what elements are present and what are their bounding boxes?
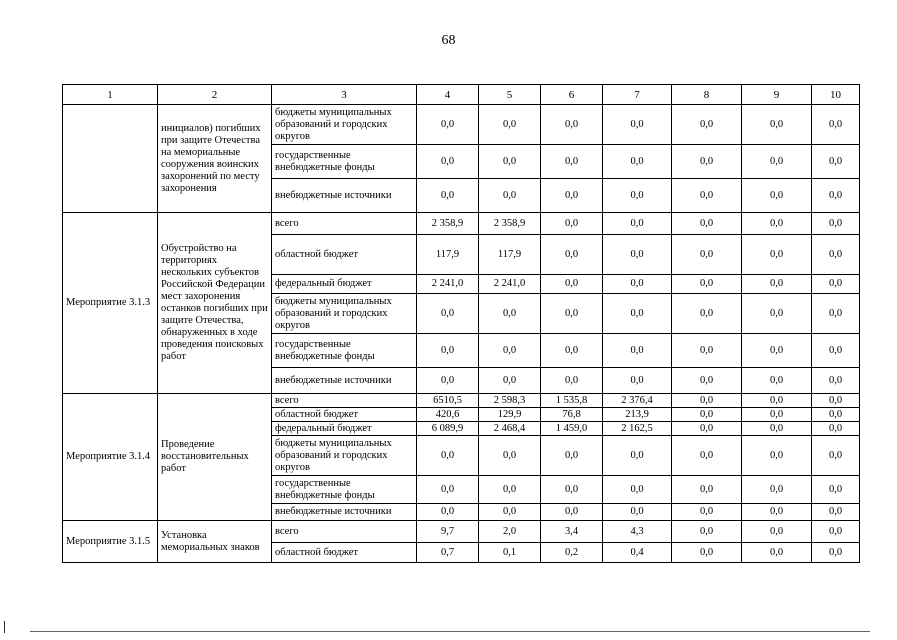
value-cell: 0,0 xyxy=(417,105,479,145)
funding-source: государственные внебюджетные фонды xyxy=(272,476,417,504)
value-cell: 0,0 xyxy=(603,476,672,504)
value-cell: 2 241,0 xyxy=(417,275,479,294)
value-cell: 0,0 xyxy=(672,213,742,235)
value-cell: 0,0 xyxy=(417,368,479,394)
table-row xyxy=(63,105,860,145)
value-cell: 0,0 xyxy=(812,408,860,422)
activity-cell: Мероприятие 3.1.3 xyxy=(63,213,158,394)
funding-source: внебюджетные источники xyxy=(272,368,417,394)
value-cell: 0,0 xyxy=(603,235,672,275)
activity-description: инициалов) погибших при защите Отечества на мемориальные сооружения воинских захоронений по месту захоронения xyxy=(158,105,272,213)
value-cell: 0,0 xyxy=(417,334,479,368)
funding-source: областной бюджет xyxy=(272,235,417,275)
value-cell: 0,0 xyxy=(742,422,812,436)
column-header: 6 xyxy=(541,85,603,105)
value-cell: 0,0 xyxy=(479,334,541,368)
value-cell: 2 358,9 xyxy=(417,213,479,235)
column-header: 9 xyxy=(742,85,812,105)
value-cell: 0,0 xyxy=(672,275,742,294)
value-cell: 0,0 xyxy=(812,275,860,294)
column-header: 8 xyxy=(672,85,742,105)
value-cell: 2 358,9 xyxy=(479,213,541,235)
table-row xyxy=(63,394,860,408)
value-cell: 0,0 xyxy=(541,213,603,235)
value-cell: 0,1 xyxy=(479,543,541,563)
value-cell: 0,0 xyxy=(672,543,742,563)
value-cell: 2 598,3 xyxy=(479,394,541,408)
value-cell: 0,0 xyxy=(742,179,812,213)
value-cell: 0,0 xyxy=(672,368,742,394)
value-cell: 0,0 xyxy=(742,235,812,275)
table-body xyxy=(63,105,860,563)
table-row xyxy=(63,213,860,235)
value-cell: 0,0 xyxy=(672,179,742,213)
value-cell: 9,7 xyxy=(417,521,479,543)
value-cell: 76,8 xyxy=(541,408,603,422)
value-cell: 0,0 xyxy=(812,394,860,408)
column-header: 4 xyxy=(417,85,479,105)
value-cell: 0,2 xyxy=(541,543,603,563)
funding-source: всего xyxy=(272,521,417,543)
activity-description: Проведение восстановительных работ xyxy=(158,394,272,521)
value-cell: 0,0 xyxy=(812,521,860,543)
value-cell: 0,0 xyxy=(672,422,742,436)
value-cell: 0,0 xyxy=(479,504,541,521)
value-cell: 0,0 xyxy=(812,145,860,179)
table-row xyxy=(63,521,860,543)
value-cell: 0,0 xyxy=(603,179,672,213)
value-cell: 0,0 xyxy=(541,334,603,368)
column-header: 7 xyxy=(603,85,672,105)
funding-source: внебюджетные источники xyxy=(272,179,417,213)
value-cell: 0,0 xyxy=(672,105,742,145)
funding-source: областной бюджет xyxy=(272,543,417,563)
value-cell: 0,0 xyxy=(672,436,742,476)
value-cell: 3,4 xyxy=(541,521,603,543)
value-cell: 0,0 xyxy=(812,368,860,394)
value-cell: 0,0 xyxy=(603,105,672,145)
funding-source: государственные внебюджетные фонды xyxy=(272,334,417,368)
value-cell: 0,0 xyxy=(541,145,603,179)
value-cell: 0,0 xyxy=(672,504,742,521)
value-cell: 0,0 xyxy=(417,294,479,334)
value-cell: 0,0 xyxy=(672,334,742,368)
value-cell: 0,0 xyxy=(603,275,672,294)
value-cell: 0,0 xyxy=(541,105,603,145)
value-cell: 2 468,4 xyxy=(479,422,541,436)
funding-source: федеральный бюджет xyxy=(272,275,417,294)
value-cell: 0,0 xyxy=(812,476,860,504)
value-cell: 0,0 xyxy=(541,294,603,334)
value-cell: 0,0 xyxy=(742,105,812,145)
value-cell: 2 376,4 xyxy=(603,394,672,408)
value-cell: 0,0 xyxy=(812,422,860,436)
activity-description: Обустройство на территориях нескольких субъектов Российской Федерации мест захоронения останков погибших при защите Отечества, обнаруженных в ходе проведения поисковых работ xyxy=(158,213,272,394)
column-header: 5 xyxy=(479,85,541,105)
value-cell: 0,0 xyxy=(672,394,742,408)
value-cell: 0,0 xyxy=(479,436,541,476)
value-cell: 0,0 xyxy=(672,408,742,422)
value-cell: 117,9 xyxy=(479,235,541,275)
value-cell: 2 162,5 xyxy=(603,422,672,436)
value-cell: 0,0 xyxy=(742,294,812,334)
value-cell: 0,0 xyxy=(742,408,812,422)
value-cell: 0,0 xyxy=(812,294,860,334)
value-cell: 0,0 xyxy=(603,368,672,394)
funding-source: государственные внебюджетные фонды xyxy=(272,145,417,179)
value-cell: 0,0 xyxy=(603,436,672,476)
value-cell: 0,0 xyxy=(417,179,479,213)
activity-cell xyxy=(63,105,158,213)
value-cell: 0,0 xyxy=(541,476,603,504)
page-number: 68 xyxy=(441,33,456,48)
value-cell: 1 535,8 xyxy=(541,394,603,408)
value-cell: 0,0 xyxy=(479,476,541,504)
value-cell: 0,0 xyxy=(742,145,812,179)
scan-edge-mark xyxy=(4,621,5,633)
value-cell: 0,0 xyxy=(541,275,603,294)
value-cell: 6510,5 xyxy=(417,394,479,408)
column-header: 1 xyxy=(63,85,158,105)
funding-source: федеральный бюджет xyxy=(272,422,417,436)
funding-source: всего xyxy=(272,213,417,235)
value-cell: 0,0 xyxy=(479,105,541,145)
value-cell: 0,0 xyxy=(417,476,479,504)
value-cell: 0,0 xyxy=(603,145,672,179)
activity-cell: Мероприятие 3.1.4 xyxy=(63,394,158,521)
value-cell: 0,0 xyxy=(742,275,812,294)
value-cell: 117,9 xyxy=(417,235,479,275)
activity-cell: Мероприятие 3.1.5 xyxy=(63,521,158,563)
column-header: 3 xyxy=(272,85,417,105)
value-cell: 0,0 xyxy=(417,436,479,476)
value-cell: 1 459,0 xyxy=(541,422,603,436)
funding-source: всего xyxy=(272,394,417,408)
value-cell: 0,0 xyxy=(541,436,603,476)
funding-source: бюджеты муниципальных образований и городских округов xyxy=(272,436,417,476)
value-cell: 0,0 xyxy=(672,294,742,334)
value-cell: 0,0 xyxy=(603,213,672,235)
value-cell: 0,0 xyxy=(672,521,742,543)
value-cell: 0,0 xyxy=(479,179,541,213)
value-cell: 0,0 xyxy=(742,476,812,504)
value-cell: 0,0 xyxy=(672,145,742,179)
value-cell: 0,0 xyxy=(479,294,541,334)
value-cell: 0,0 xyxy=(742,543,812,563)
value-cell: 213,9 xyxy=(603,408,672,422)
value-cell: 0,0 xyxy=(812,504,860,521)
column-header: 10 xyxy=(812,85,860,105)
funding-source: внебюджетные источники xyxy=(272,504,417,521)
activity-description: Установка мемориальных знаков xyxy=(158,521,272,563)
value-cell: 4,3 xyxy=(603,521,672,543)
funding-source: бюджеты муниципальных образований и городских округов xyxy=(272,294,417,334)
value-cell: 0,7 xyxy=(417,543,479,563)
value-cell: 0,0 xyxy=(603,294,672,334)
value-cell: 0,0 xyxy=(812,235,860,275)
funding-source: областной бюджет xyxy=(272,408,417,422)
value-cell: 0,0 xyxy=(603,504,672,521)
value-cell: 0,0 xyxy=(541,179,603,213)
value-cell: 0,0 xyxy=(541,368,603,394)
value-cell: 0,0 xyxy=(479,145,541,179)
value-cell: 0,0 xyxy=(742,436,812,476)
value-cell: 0,0 xyxy=(672,235,742,275)
scan-edge-line xyxy=(30,631,870,632)
column-header: 2 xyxy=(158,85,272,105)
value-cell: 2 241,0 xyxy=(479,275,541,294)
value-cell: 0,0 xyxy=(812,213,860,235)
value-cell: 0,0 xyxy=(812,543,860,563)
value-cell: 0,0 xyxy=(742,334,812,368)
value-cell: 0,0 xyxy=(541,235,603,275)
value-cell: 0,0 xyxy=(812,105,860,145)
value-cell: 0,0 xyxy=(541,504,603,521)
value-cell: 0,0 xyxy=(742,504,812,521)
funding-source: бюджеты муниципальных образований и городских округов xyxy=(272,105,417,145)
value-cell: 0,0 xyxy=(742,213,812,235)
value-cell: 2,0 xyxy=(479,521,541,543)
header-row xyxy=(63,85,860,105)
value-cell: 6 089,9 xyxy=(417,422,479,436)
value-cell: 420,6 xyxy=(417,408,479,422)
value-cell: 0,0 xyxy=(812,436,860,476)
value-cell: 0,0 xyxy=(742,368,812,394)
value-cell: 0,0 xyxy=(479,368,541,394)
value-cell: 0,0 xyxy=(742,394,812,408)
value-cell: 0,0 xyxy=(417,145,479,179)
value-cell: 0,0 xyxy=(672,476,742,504)
value-cell: 0,0 xyxy=(812,334,860,368)
value-cell: 0,0 xyxy=(417,504,479,521)
value-cell: 0,0 xyxy=(603,334,672,368)
budget-table xyxy=(62,84,860,563)
value-cell: 0,4 xyxy=(603,543,672,563)
value-cell: 129,9 xyxy=(479,408,541,422)
value-cell: 0,0 xyxy=(742,521,812,543)
value-cell: 0,0 xyxy=(812,179,860,213)
